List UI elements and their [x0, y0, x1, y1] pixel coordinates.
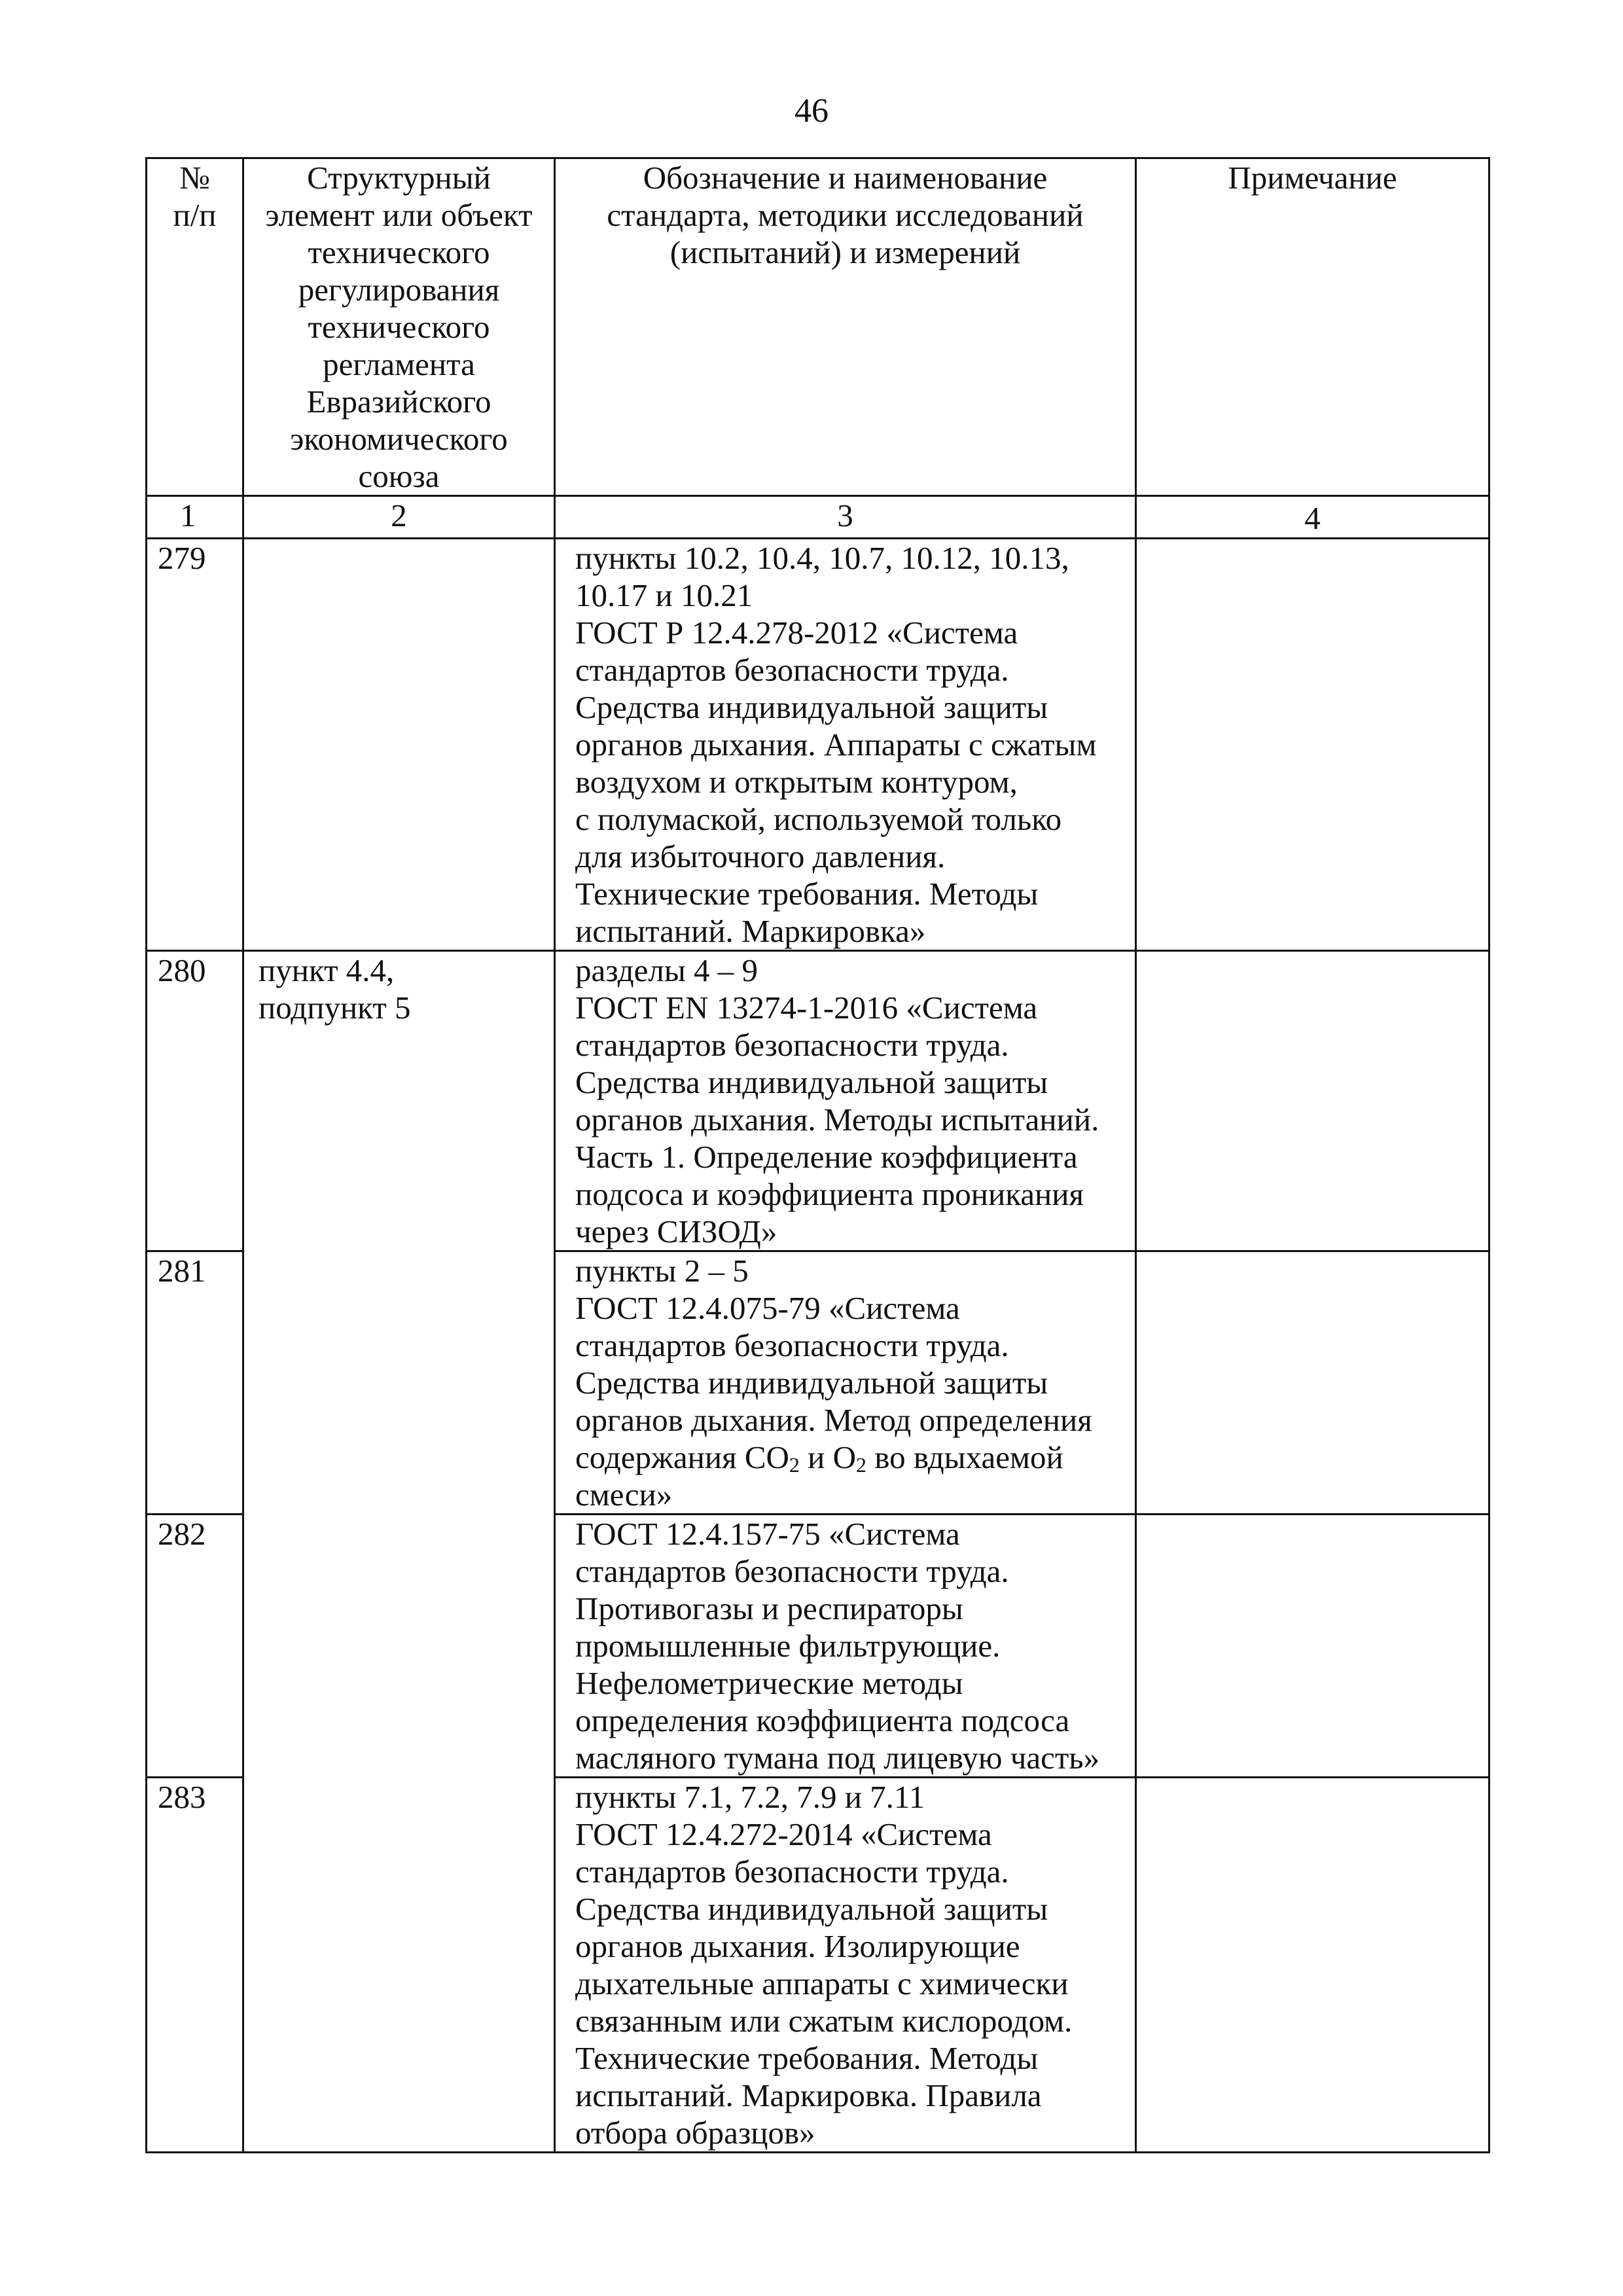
standard-line: Технические требования. Методы [575, 876, 1039, 912]
table-row [147, 1515, 1489, 1778]
standard-line: органов дыхания. Изолирующие [575, 1928, 1020, 1964]
standard-line: Средства индивидуальной защиты [575, 1365, 1048, 1401]
header-element-line: Евразийского [306, 384, 491, 420]
chem-subscript: 2 [789, 1453, 800, 1477]
chem-subscript: 2 [856, 1453, 867, 1477]
header-standard-line: Обозначение и наименование [643, 160, 1048, 196]
standard-line: пункты 2 – 5 [575, 1253, 749, 1289]
standard-line: Средства индивидуальной защиты [575, 1891, 1048, 1927]
standard-line: органов дыхания. Методы испытаний. [575, 1102, 1099, 1138]
row-standard [555, 1778, 1136, 2153]
standard-line: подсоса и коэффициента проникания [575, 1176, 1084, 1212]
standard-line: пункты 10.2, 10.4, 10.7, 10.12, 10.13, [575, 540, 1069, 576]
row-number: 279 [147, 539, 243, 951]
row-element [243, 951, 555, 1251]
row-number: 282 [147, 1515, 243, 1778]
element-line: пункт 4.4, [259, 952, 395, 988]
header-structural-element [243, 158, 555, 496]
standard-line-chemical [575, 1439, 1128, 1476]
element-line: подпункт 5 [259, 990, 411, 1026]
chem-text: содержания CO [575, 1439, 789, 1475]
standard-line: через СИЗОД» [575, 1213, 777, 1249]
standard-line: стандартов безопасности труда. [575, 652, 1009, 688]
standard-line: ГОСТ 12.4.157-75 «Система [575, 1516, 960, 1552]
standard-line: связанным или сжатым кислородом. [575, 2003, 1073, 2039]
header-element-line: Структурный [307, 160, 491, 196]
header-element-line: технического [308, 234, 490, 270]
table-row [147, 951, 1489, 1251]
standard-line: масляного тумана под лицевую часть» [575, 1740, 1100, 1776]
column-number: 4 [1136, 496, 1489, 539]
standard-line: ГОСТ 12.4.075-79 «Система [575, 1290, 960, 1326]
header-standard-line: (испытаний) и измерений [669, 234, 1021, 270]
header-note-line: Примечание [1228, 160, 1397, 196]
table-row [147, 1251, 1489, 1515]
standard-line: ГОСТ EN 13274-1-2016 «Система [575, 990, 1038, 1026]
header-element-line: технического [308, 309, 490, 345]
standard-line: Нефелометрические методы [575, 1665, 963, 1701]
row-note [1136, 1251, 1489, 1515]
row-number: 280 [147, 951, 243, 1251]
column-number: 1 [147, 496, 243, 539]
table-row [147, 539, 1489, 951]
standard-line: органов дыхания. Аппараты с сжатым [575, 726, 1097, 762]
standard-line: Средства индивидуальной защиты [575, 1064, 1048, 1100]
standard-line: Часть 1. Определение коэффициента [575, 1139, 1078, 1175]
header-element-line: регламента [323, 346, 475, 382]
standard-line: отбора образцов» [575, 2115, 815, 2151]
row-standard [555, 1515, 1136, 1778]
standard-line: испытаний. Маркировка» [575, 913, 926, 949]
row-standard [555, 1251, 1136, 1515]
row-standard [555, 539, 1136, 951]
standard-line: Технические требования. Методы [575, 2040, 1039, 2076]
row-element-merged [243, 1251, 555, 1515]
standard-line: стандартов безопасности труда. [575, 1027, 1009, 1063]
chem-text: во вдыхаемой [866, 1439, 1063, 1475]
column-number: 3 [555, 496, 1136, 539]
row-number: 283 [147, 1778, 243, 2153]
standard-line: с полумаской, используемой только [575, 801, 1062, 837]
row-number: 281 [147, 1251, 243, 1515]
column-number-row [147, 496, 1489, 539]
standard-line: определения коэффициента подсоса [575, 1702, 1070, 1738]
row-note [1136, 1515, 1489, 1778]
table-row [147, 1778, 1489, 2153]
header-number-line: № [179, 160, 210, 196]
standard-line: стандартов безопасности труда. [575, 1854, 1009, 1890]
standard-line: стандартов безопасности труда. [575, 1327, 1009, 1363]
header-standard-line: стандарта, методики исследований [607, 197, 1084, 233]
standard-line: ГОСТ 12.4.272-2014 «Система [575, 1816, 992, 1852]
header-element-line: регулирования [298, 272, 500, 308]
page-number: 46 [794, 92, 829, 130]
header-number-line: п/п [173, 197, 217, 233]
standard-line: испытаний. Маркировка. Правила [575, 2077, 1042, 2113]
header-note [1136, 158, 1489, 496]
row-element-empty [243, 539, 555, 951]
standard-line: воздухом и открытым контуром, [575, 764, 1018, 800]
standard-line: органов дыхания. Метод определения [575, 1402, 1092, 1438]
standard-line: стандартов безопасности труда. [575, 1553, 1009, 1589]
header-element-line: экономического [290, 421, 508, 457]
row-note [1136, 951, 1489, 1251]
header-standard [555, 158, 1136, 496]
row-note [1136, 1778, 1489, 2153]
standard-line: Противогазы и респираторы [575, 1590, 963, 1626]
header-element-line: союза [358, 458, 440, 494]
standard-line: промышленные фильтрующие. [575, 1628, 1001, 1664]
column-number: 2 [243, 496, 555, 539]
row-element-merged [243, 1515, 555, 1778]
header-element-line: элемент или объект [265, 197, 533, 233]
row-standard [555, 951, 1136, 1251]
standard-line: разделы 4 – 9 [575, 952, 758, 988]
standard-line: для избыточного давления. [575, 838, 946, 874]
chem-text: и O [799, 1439, 857, 1475]
standard-line: ГОСТ Р 12.4.278-2012 «Система [575, 615, 1018, 651]
standard-line: смеси» [575, 1477, 673, 1513]
header-number [147, 158, 243, 496]
standard-line: дыхательные аппараты с химически [575, 1965, 1069, 2001]
row-element-merged [243, 1778, 555, 2153]
standard-line: пункты 7.1, 7.2, 7.9 и 7.11 [575, 1779, 925, 1815]
standard-line: 10.17 и 10.21 [575, 577, 753, 613]
standards-table [145, 157, 1490, 2153]
standard-line: Средства индивидуальной защиты [575, 689, 1048, 725]
table-header-row [147, 158, 1489, 496]
row-note [1136, 539, 1489, 951]
